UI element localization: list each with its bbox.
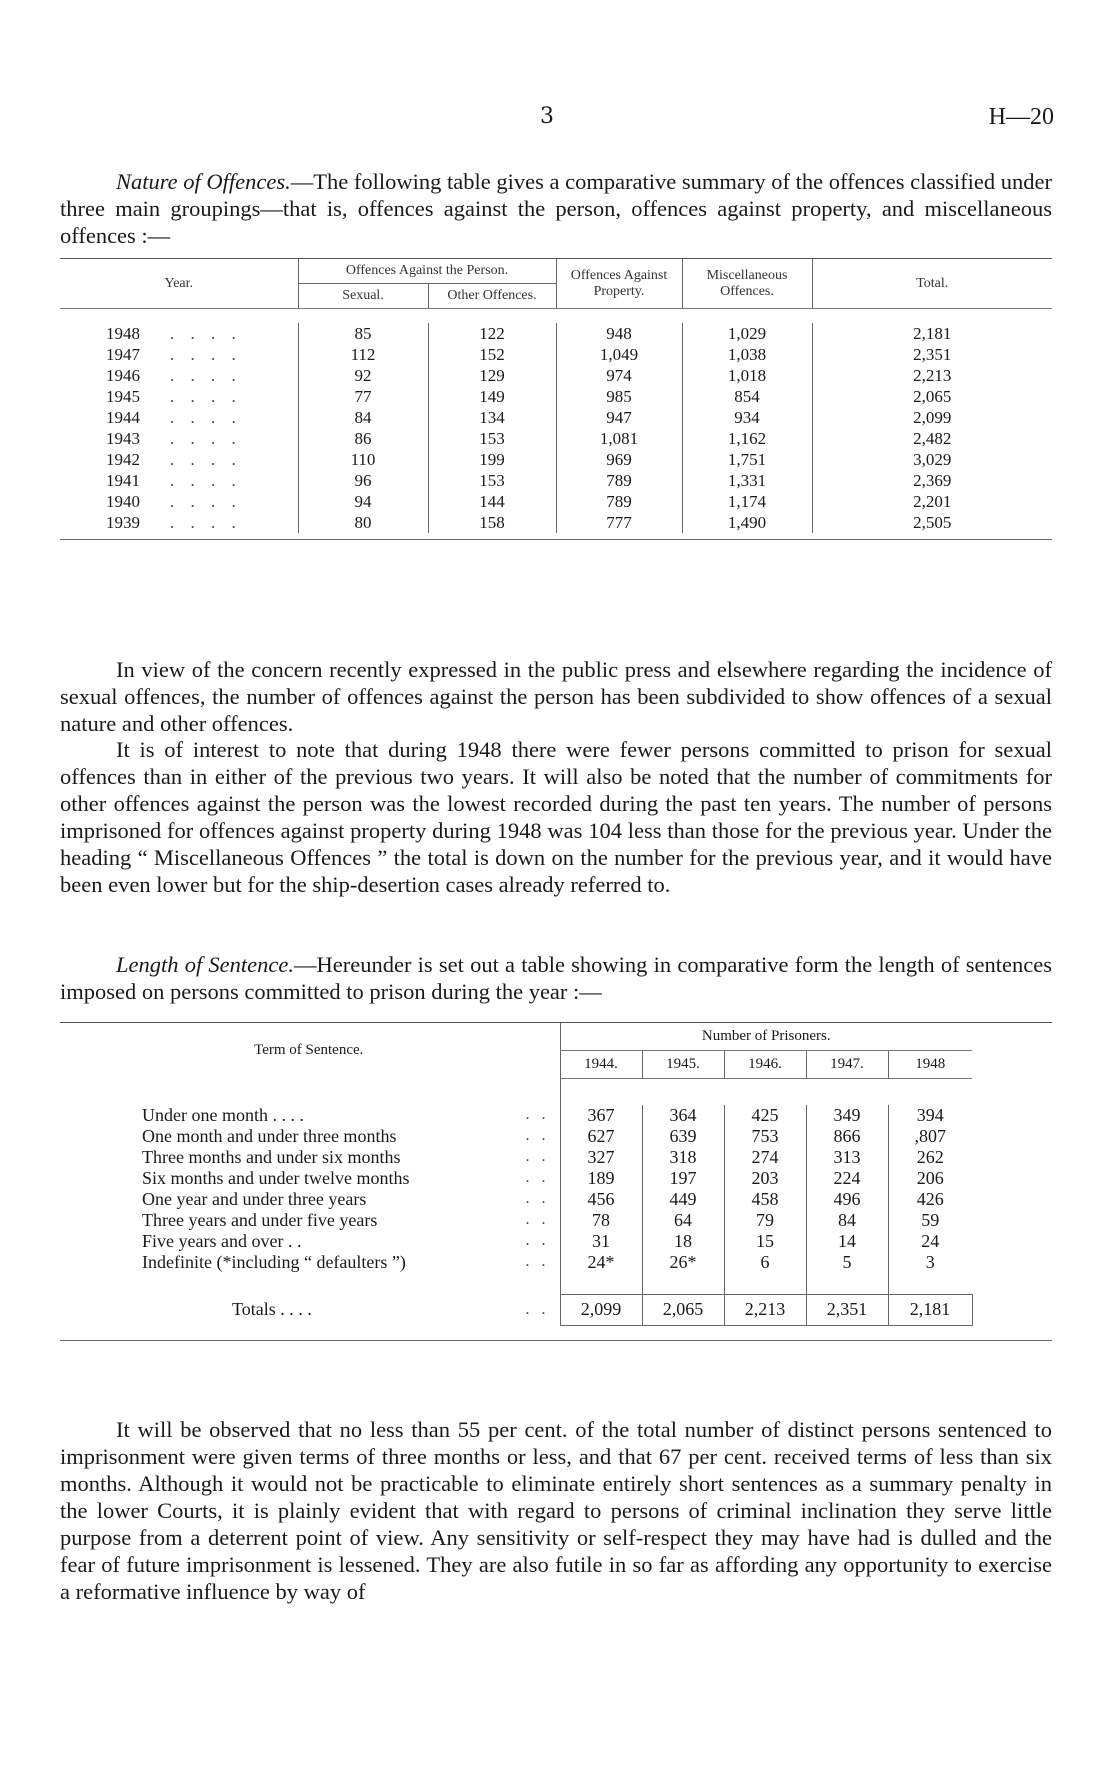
totals-label: Totals . . . . (232, 1299, 312, 1319)
table-row (60, 1105, 1052, 1126)
col-header-property: Offences Against Property. (556, 259, 682, 309)
table-bottom-rule (60, 539, 1052, 540)
cell-1944: 31 (560, 1231, 642, 1252)
cell-1946: 425 (724, 1105, 806, 1126)
cell-other: 134 (428, 407, 556, 428)
cell-misc: 934 (682, 407, 812, 428)
cell-sexual: 77 (298, 386, 428, 407)
cell-1947: 349 (806, 1105, 888, 1126)
cell-total: 2,065 (812, 386, 1052, 407)
table-row (60, 470, 1052, 491)
intro-heading: Nature of Offences. (116, 169, 291, 194)
row-term: Three months and under six months (142, 1146, 401, 1167)
table-row (60, 1189, 1052, 1210)
table-row (60, 365, 1052, 386)
table-row (60, 1147, 1052, 1168)
cell-misc: 854 (682, 386, 812, 407)
cell-sexual: 92 (298, 365, 428, 386)
cell-total: 2,351 (812, 344, 1052, 365)
table-row (60, 1210, 1052, 1231)
cell-property: 1,081 (556, 428, 682, 449)
cell-1944: 24* (560, 1252, 642, 1273)
cell-1948: ,807 (888, 1126, 972, 1147)
cell-1947: 5 (806, 1252, 888, 1273)
cell-other: 122 (428, 323, 556, 344)
row-year: 1941 (106, 470, 140, 490)
cell-1947: 224 (806, 1168, 888, 1189)
leader-dots: . . (525, 1253, 550, 1270)
cell-property: 948 (556, 323, 682, 344)
cell-other: 153 (428, 428, 556, 449)
cell-1944: 627 (560, 1126, 642, 1147)
cell-property: 1,049 (556, 344, 682, 365)
paragraph-observed (60, 1416, 1052, 1605)
col-header-other: Other Offences. (428, 284, 556, 309)
cell-property: 789 (556, 491, 682, 512)
cell-1948: 426 (888, 1189, 972, 1210)
row-term: Three years and under five years (142, 1209, 378, 1230)
intro-text: —The following table gives a comparative summary of the offences classified under three main groupings—that is, offences against the person, offences against property, and miscellaneous offences :— (60, 169, 1052, 248)
leader-dots: . . . . (170, 323, 242, 343)
sentence-length-table (60, 1022, 1052, 1341)
leader-dots: . . (525, 1169, 550, 1186)
cell-1948: 394 (888, 1105, 972, 1126)
cell-misc: 1,162 (682, 428, 812, 449)
col-header-term: Term of Sentence. (254, 1042, 364, 1059)
paragraph-interest-text: It is of interest to note that during 1948 there were fewer persons committed to prison for sexual offences than in either of the previous two years. It will also be noted that the number of commitments for other offences against the person was the lowest recorded during the past ten years. The number of persons imprisoned for offences against property during 1948 was 104 less than those for the previous year. Under the heading “ Miscellaneous Offences ” the total is down on the number for the previous year, and it would have been even lower but for the ship-desertion cases already referred to. (60, 737, 1052, 897)
row-term: Five years and over . . (142, 1230, 302, 1251)
cell-sexual: 84 (298, 407, 428, 428)
cell-misc: 1,490 (682, 512, 812, 533)
cell-1944: 78 (560, 1210, 642, 1231)
leader-dots: . . . . (170, 449, 242, 469)
leader-dots: . . (525, 1148, 550, 1165)
cell-1944: 456 (560, 1189, 642, 1210)
cell-property: 947 (556, 407, 682, 428)
row-year: 1942 (106, 449, 140, 469)
cell-1945: 639 (642, 1126, 724, 1147)
table-row (60, 1231, 1052, 1252)
col-header-1945: 1945. (642, 1051, 724, 1079)
document-reference: H—20 (988, 104, 1054, 130)
row-year: 1945 (106, 386, 140, 406)
leader-dots: . . (525, 1190, 550, 1207)
cell-other: 144 (428, 491, 556, 512)
col-header-1948: 1948 (888, 1051, 972, 1079)
leader-dots: . . . . (170, 407, 242, 427)
cell-1944: 189 (560, 1168, 642, 1189)
cell-1946: 753 (724, 1126, 806, 1147)
cell-1945: 197 (642, 1168, 724, 1189)
cell-total: 3,029 (812, 449, 1052, 470)
col-header-1946: 1946. (724, 1051, 806, 1079)
row-year: 1948 (106, 323, 140, 343)
row-year: 1940 (106, 491, 140, 511)
total-1947: 2,351 (806, 1294, 888, 1325)
table-row (60, 407, 1052, 428)
cell-property: 974 (556, 365, 682, 386)
cell-sexual: 112 (298, 344, 428, 365)
cell-misc: 1,038 (682, 344, 812, 365)
row-term: One month and under three months (142, 1125, 397, 1146)
paragraph-concern (60, 656, 1052, 737)
cell-1946: 79 (724, 1210, 806, 1231)
row-year: 1947 (106, 344, 140, 364)
cell-other: 199 (428, 449, 556, 470)
cell-total: 2,099 (812, 407, 1052, 428)
cell-1948: 262 (888, 1147, 972, 1168)
row-year: 1939 (106, 512, 140, 532)
cell-1946: 6 (724, 1252, 806, 1273)
cell-total: 2,369 (812, 470, 1052, 491)
leader-dots: . . (525, 1211, 550, 1228)
cell-1945: 18 (642, 1231, 724, 1252)
col-header-number-group: Number of Prisoners. (560, 1023, 972, 1051)
cell-other: 149 (428, 386, 556, 407)
total-1946: 2,213 (724, 1294, 806, 1325)
row-year: 1944 (106, 407, 140, 427)
leader-dots: . . (525, 1232, 550, 1249)
cell-1947: 14 (806, 1231, 888, 1252)
cell-1946: 458 (724, 1189, 806, 1210)
offences-table (60, 258, 1052, 540)
leader-dots: . . . . (170, 470, 242, 490)
col-header-year: Year. (164, 275, 194, 291)
row-term: One year and under three years (142, 1188, 367, 1209)
table-row (60, 1168, 1052, 1189)
cell-misc: 1,174 (682, 491, 812, 512)
cell-total: 2,482 (812, 428, 1052, 449)
leader-dots: . . . . (170, 365, 242, 385)
cell-1945: 449 (642, 1189, 724, 1210)
table-row (60, 1252, 1052, 1273)
table-row (60, 512, 1052, 533)
paragraph-concern-text: In view of the concern recently expressed in the public press and elsewhere regarding the incidence of sexual offences, the number of offences against the person has been subdivided to show offences of a sexual nature and other offences. (60, 657, 1052, 736)
row-year: 1946 (106, 365, 140, 385)
leader-dots: . . . . (170, 344, 242, 364)
cell-sexual: 96 (298, 470, 428, 491)
length-paragraph (60, 951, 1052, 1005)
table-row (60, 323, 1052, 344)
cell-total: 2,201 (812, 491, 1052, 512)
cell-1945: 64 (642, 1210, 724, 1231)
cell-property: 985 (556, 386, 682, 407)
cell-1945: 364 (642, 1105, 724, 1126)
intro-paragraph (60, 168, 1052, 249)
length-text: —Hereunder is set out a table showing in comparative form the length of sentences imposed on persons committed to prison during the year :— (60, 952, 1052, 1004)
table-row (60, 1126, 1052, 1147)
col-header-1944: 1944. (560, 1051, 642, 1079)
total-1945: 2,065 (642, 1294, 724, 1325)
table-bottom-rule (60, 1340, 1052, 1341)
table-row (60, 449, 1052, 470)
cell-total: 2,213 (812, 365, 1052, 386)
cell-1946: 274 (724, 1147, 806, 1168)
cell-sexual: 86 (298, 428, 428, 449)
cell-other: 158 (428, 512, 556, 533)
cell-sexual: 80 (298, 512, 428, 533)
table-row (60, 491, 1052, 512)
col-header-total: Total. (812, 259, 1052, 309)
cell-1948: 59 (888, 1210, 972, 1231)
cell-property: 777 (556, 512, 682, 533)
col-header-1947: 1947. (806, 1051, 888, 1079)
cell-1948: 206 (888, 1168, 972, 1189)
cell-1947: 496 (806, 1189, 888, 1210)
row-term: Under one month . . . . (142, 1104, 304, 1125)
paragraph-interest (60, 736, 1052, 898)
totals-row (60, 1294, 1052, 1325)
cell-1946: 203 (724, 1168, 806, 1189)
cell-1945: 26* (642, 1252, 724, 1273)
leader-dots: . . (525, 1300, 550, 1318)
cell-other: 153 (428, 470, 556, 491)
total-1948: 2,181 (888, 1294, 972, 1325)
cell-other: 152 (428, 344, 556, 365)
table-row (60, 428, 1052, 449)
col-header-misc: Miscellaneous Offences. (682, 259, 812, 309)
cell-other: 129 (428, 365, 556, 386)
row-term: Six months and under twelve months (142, 1167, 410, 1188)
leader-dots: . . . . (170, 491, 242, 511)
cell-1946: 15 (724, 1231, 806, 1252)
length-heading: Length of Sentence. (116, 952, 294, 977)
cell-total: 2,181 (812, 323, 1052, 344)
cell-property: 789 (556, 470, 682, 491)
table-row (60, 386, 1052, 407)
leader-dots: . . . . (170, 512, 242, 532)
page-number: 3 (540, 104, 554, 129)
cell-1948: 3 (888, 1252, 972, 1273)
cell-misc: 1,018 (682, 365, 812, 386)
leader-dots: . . . . (170, 428, 242, 448)
cell-misc: 1,751 (682, 449, 812, 470)
cell-1945: 318 (642, 1147, 724, 1168)
cell-1947: 866 (806, 1126, 888, 1147)
cell-1947: 313 (806, 1147, 888, 1168)
total-1944: 2,099 (560, 1294, 642, 1325)
cell-sexual: 110 (298, 449, 428, 470)
row-term: Indefinite (*including “ defaulters ”) (142, 1251, 406, 1272)
cell-sexual: 85 (298, 323, 428, 344)
cell-sexual: 94 (298, 491, 428, 512)
col-header-person-group: Offences Against the Person. (298, 259, 556, 284)
cell-misc: 1,029 (682, 323, 812, 344)
cell-property: 969 (556, 449, 682, 470)
cell-1944: 327 (560, 1147, 642, 1168)
cell-1948: 24 (888, 1231, 972, 1252)
cell-misc: 1,331 (682, 470, 812, 491)
row-year: 1943 (106, 428, 140, 448)
leader-dots: . . . . (170, 386, 242, 406)
col-header-sexual: Sexual. (298, 284, 428, 309)
cell-1944: 367 (560, 1105, 642, 1126)
table-row (60, 344, 1052, 365)
cell-total: 2,505 (812, 512, 1052, 533)
cell-1947: 84 (806, 1210, 888, 1231)
leader-dots: . . (525, 1106, 550, 1123)
leader-dots: . . (525, 1127, 550, 1144)
paragraph-observed-text: It will be observed that no less than 55 per cent. of the total number of distinct persons sentenced to imprisonment were given terms of three months or less, and that 67 per cent. received terms of less than six months. Although it would not be practicable to eliminate entirely short sentences as a summary penalty in the lower Courts, it is plainly evident that with regard to persons of criminal inclination they serve little purpose from a deterrent point of view. Any sensitivity or self-respect they may have had is dulled and the fear of future imprisonment is lessened. They are also futile in so far as affording any opportunity to exercise a reformative influence by way of (60, 1417, 1052, 1604)
